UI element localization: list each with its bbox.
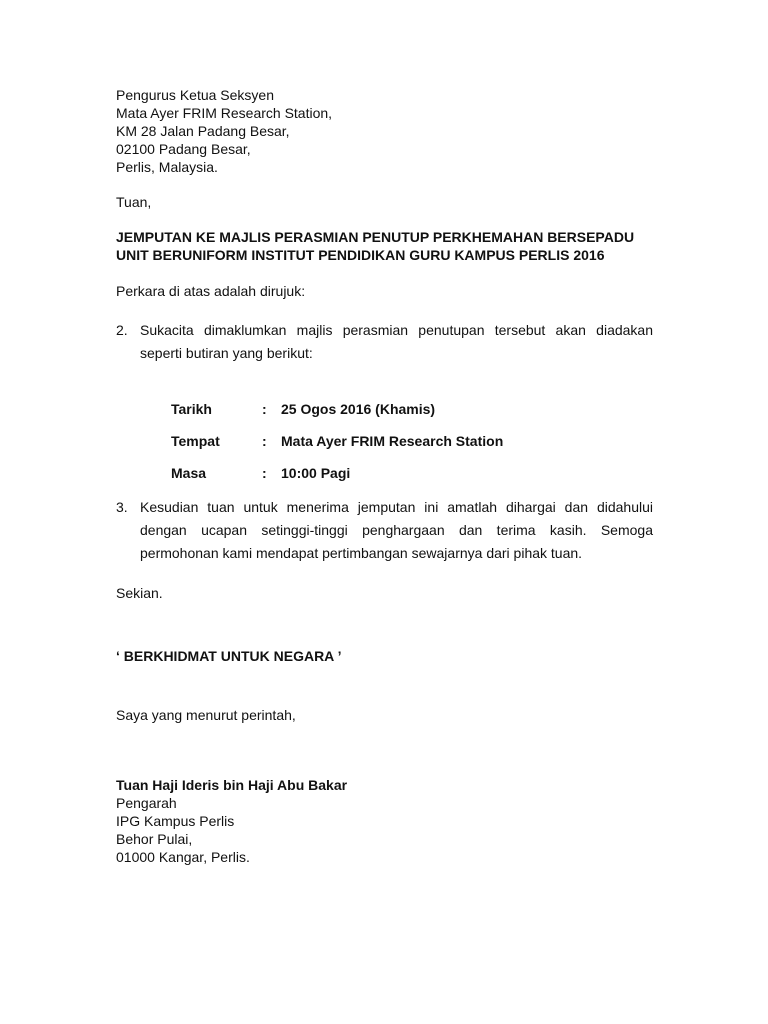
signatory-line: Pengarah — [116, 795, 177, 811]
signatory-name: Tuan Haji Ideris bin Haji Abu Bakar — [116, 777, 348, 793]
recipient-line: Perlis, Malaysia. — [116, 159, 218, 175]
recipient-line: KM 28 Jalan Padang Besar, — [116, 123, 290, 139]
paragraph-number: 2. — [116, 322, 128, 338]
detail-value: 10:00 Pagi — [281, 465, 351, 481]
closing: Sekian. — [116, 585, 163, 601]
reference-line: Perkara di atas adalah dirujuk: — [116, 283, 306, 299]
paragraph-line: dengan ucapan setinggi-tinggi penghargaan dan terima kasih. Semoga — [140, 522, 653, 538]
signatory-line: 01000 Kangar, Perlis. — [116, 849, 250, 865]
paragraph-line: permohonan kami mendapat pertimbangan sewajarnya dari pihak tuan. — [140, 545, 583, 561]
detail-label: Masa — [171, 465, 207, 481]
recipient-line: Pengurus Ketua Seksyen — [116, 87, 274, 103]
paragraph-number: 3. — [116, 499, 128, 515]
detail-label: Tempat — [171, 433, 220, 449]
detail-value: 25 Ogos 2016 (Khamis) — [281, 401, 436, 417]
paragraph-line: seperti butiran yang berikut: — [140, 345, 313, 361]
detail-colon: : — [262, 465, 267, 481]
subject-line-1: JEMPUTAN KE MAJLIS PERASMIAN PENUTUP PERKHEMAHAN BERSEPADU — [116, 229, 635, 245]
recipient-line: Mata Ayer FRIM Research Station, — [116, 105, 333, 121]
detail-value: Mata Ayer FRIM Research Station — [281, 433, 504, 449]
paragraph-line: Sukacita dimaklumkan majlis perasmian penutupan tersebut akan diadakan — [140, 322, 653, 338]
signatory-line: Behor Pulai, — [116, 831, 193, 847]
detail-colon: : — [262, 401, 267, 417]
paragraph-line: Kesudian tuan untuk menerima jemputan ini amatlah dihargai dan didahului — [140, 499, 653, 515]
salutation: Tuan, — [116, 194, 152, 210]
subject-line-2: UNIT BERUNIFORM INSTITUT PENDIDIKAN GURU KAMPUS PERLIS 2016 — [116, 247, 605, 263]
sign-off: Saya yang menurut perintah, — [116, 707, 296, 723]
signatory-line: IPG Kampus Perlis — [116, 813, 235, 829]
detail-label: Tarikh — [171, 401, 212, 417]
recipient-line: 02100 Padang Besar, — [116, 141, 251, 157]
detail-colon: : — [262, 433, 267, 449]
motto: ‘ BERKHIDMAT UNTUK NEGARA ’ — [116, 648, 342, 664]
